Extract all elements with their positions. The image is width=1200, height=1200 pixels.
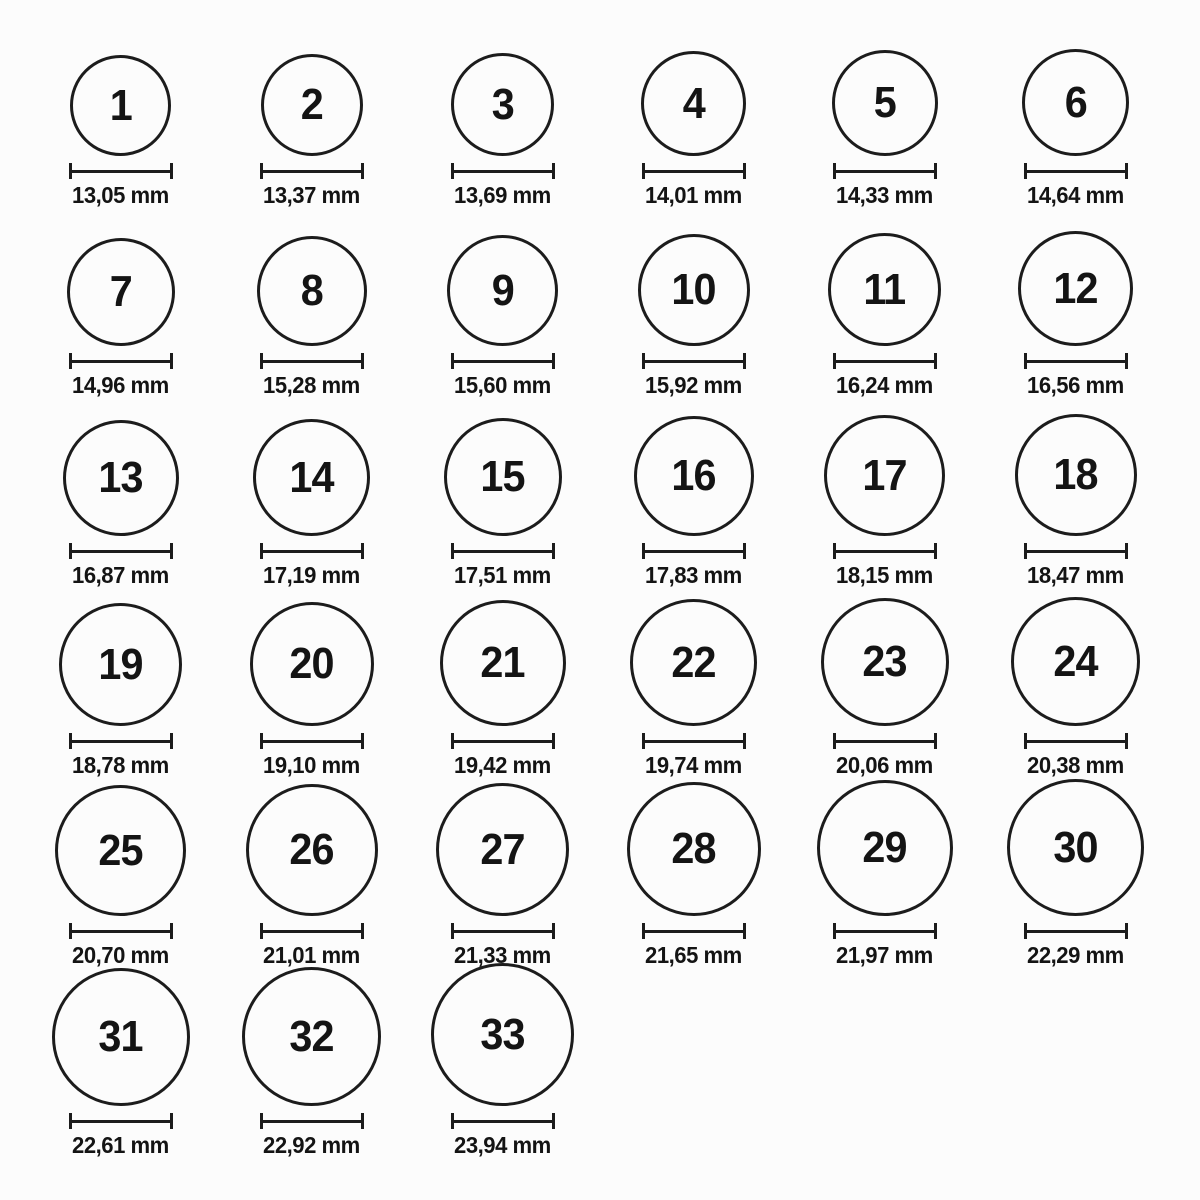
ring-circle bbox=[250, 602, 374, 726]
ring-circle bbox=[1022, 49, 1129, 156]
diameter-measure-bar bbox=[1024, 733, 1128, 749]
ring-cell bbox=[598, 782, 789, 972]
ring-size-number: 30 bbox=[1053, 822, 1098, 872]
ring-cell bbox=[216, 54, 407, 212]
ring-circle bbox=[440, 600, 566, 726]
ring-circle bbox=[253, 419, 370, 536]
diameter-measure-bar bbox=[642, 733, 746, 749]
ring-size-number: 8 bbox=[300, 266, 323, 315]
diameter-measure-bar bbox=[451, 923, 555, 939]
ring-circle bbox=[630, 599, 757, 726]
ring-cell bbox=[216, 602, 407, 782]
diameter-label: 19,74 mm bbox=[645, 752, 742, 778]
ring-cell bbox=[407, 963, 598, 1162]
diameter-measure-bar bbox=[69, 1113, 173, 1129]
diameter-label: 22,61 mm bbox=[72, 1132, 169, 1158]
chart-row bbox=[25, 782, 1175, 972]
ring-circle bbox=[444, 418, 562, 536]
ring-size-number: 15 bbox=[480, 452, 525, 501]
ring-circle bbox=[59, 603, 182, 726]
diameter-label: 17,51 mm bbox=[454, 562, 551, 588]
ring-circle bbox=[67, 238, 175, 346]
ring-size-number: 19 bbox=[98, 639, 143, 689]
ring-cell bbox=[25, 603, 216, 782]
ring-cell bbox=[789, 780, 980, 972]
ring-circle bbox=[70, 55, 171, 156]
ring-size-number: 14 bbox=[289, 452, 334, 502]
ring-cell bbox=[980, 779, 1171, 972]
diameter-measure-bar bbox=[69, 353, 173, 369]
diameter-measure-bar bbox=[260, 1113, 364, 1129]
diameter-measure-bar bbox=[833, 543, 937, 559]
diameter-label: 19,42 mm bbox=[454, 752, 551, 778]
ring-circle bbox=[52, 968, 190, 1106]
diameter-measure-bar bbox=[451, 163, 555, 179]
ring-cell bbox=[25, 785, 216, 972]
ring-size-number: 16 bbox=[671, 451, 716, 500]
diameter-measure-bar bbox=[1024, 163, 1128, 179]
diameter-measure-bar bbox=[451, 543, 555, 559]
ring-cell bbox=[980, 414, 1171, 592]
diameter-measure-bar bbox=[69, 163, 173, 179]
diameter-measure-bar bbox=[1024, 543, 1128, 559]
ring-circle bbox=[817, 780, 953, 916]
ring-cell bbox=[407, 600, 598, 782]
ring-size-number: 31 bbox=[98, 1012, 143, 1061]
ring-circle bbox=[242, 967, 381, 1106]
ring-circle bbox=[832, 50, 938, 156]
ring-size-number: 4 bbox=[682, 78, 705, 128]
diameter-measure-bar bbox=[642, 543, 746, 559]
diameter-label: 13,69 mm bbox=[454, 182, 551, 208]
ring-cell bbox=[25, 238, 216, 402]
diameter-label: 15,28 mm bbox=[263, 372, 360, 398]
diameter-measure-bar bbox=[833, 733, 937, 749]
ring-size-number: 22 bbox=[671, 637, 716, 687]
ring-size-number: 3 bbox=[491, 79, 514, 129]
ring-size-number: 11 bbox=[863, 264, 906, 314]
ring-size-number: 29 bbox=[862, 823, 907, 872]
ring-circle bbox=[451, 53, 554, 156]
ring-size-number: 26 bbox=[289, 825, 334, 874]
diameter-measure-bar bbox=[642, 353, 746, 369]
ring-cell bbox=[216, 419, 407, 592]
diameter-measure-bar bbox=[69, 543, 173, 559]
ring-circle bbox=[261, 54, 363, 156]
ring-cell bbox=[789, 598, 980, 782]
diameter-label: 15,92 mm bbox=[645, 372, 742, 398]
diameter-label: 22,92 mm bbox=[263, 1132, 360, 1158]
diameter-measure-bar bbox=[1024, 923, 1128, 939]
ring-cell bbox=[25, 55, 216, 212]
ring-circle bbox=[634, 416, 754, 536]
diameter-measure-bar bbox=[451, 353, 555, 369]
diameter-label: 22,29 mm bbox=[1027, 942, 1124, 968]
ring-circle bbox=[828, 233, 941, 346]
ring-circle bbox=[1007, 779, 1144, 916]
diameter-label: 14,01 mm bbox=[645, 182, 742, 208]
diameter-measure-bar bbox=[260, 733, 364, 749]
diameter-measure-bar bbox=[1024, 353, 1128, 369]
diameter-measure-bar bbox=[260, 923, 364, 939]
diameter-label: 14,33 mm bbox=[836, 182, 933, 208]
ring-cell bbox=[598, 416, 789, 592]
ring-size-number: 12 bbox=[1053, 263, 1098, 313]
ring-cell bbox=[216, 967, 407, 1162]
ring-cell bbox=[407, 783, 598, 972]
ring-cell bbox=[598, 51, 789, 212]
diameter-label: 16,56 mm bbox=[1027, 372, 1124, 398]
ring-circle bbox=[257, 236, 367, 346]
diameter-label: 16,24 mm bbox=[836, 372, 933, 398]
ring-size-number: 23 bbox=[862, 637, 907, 686]
diameter-measure-bar bbox=[260, 543, 364, 559]
ring-size-number: 21 bbox=[480, 638, 525, 687]
ring-cell bbox=[789, 233, 980, 402]
ring-circle bbox=[246, 784, 378, 916]
ring-cell bbox=[407, 53, 598, 212]
diameter-label: 20,38 mm bbox=[1027, 752, 1124, 778]
diameter-measure-bar bbox=[642, 923, 746, 939]
ring-cell bbox=[980, 49, 1171, 212]
ring-size-number: 7 bbox=[109, 267, 132, 316]
diameter-label: 14,96 mm bbox=[72, 372, 169, 398]
ring-circle bbox=[55, 785, 186, 916]
ring-size-number: 9 bbox=[491, 265, 514, 315]
diameter-label: 18,47 mm bbox=[1027, 562, 1124, 588]
ring-size-number: 33 bbox=[480, 1009, 525, 1059]
diameter-label: 17,19 mm bbox=[263, 562, 360, 588]
ring-size-number: 27 bbox=[480, 824, 525, 874]
diameter-label: 21,33 mm bbox=[454, 942, 551, 968]
diameter-label: 13,37 mm bbox=[263, 182, 360, 208]
ring-size-number: 1 bbox=[109, 80, 132, 130]
diameter-label: 21,01 mm bbox=[263, 942, 360, 968]
chart-row bbox=[25, 22, 1175, 212]
diameter-label: 17,83 mm bbox=[645, 562, 742, 588]
ring-cell bbox=[407, 235, 598, 402]
diameter-label: 15,60 mm bbox=[454, 372, 551, 398]
diameter-label: 19,10 mm bbox=[263, 752, 360, 778]
diameter-measure-bar bbox=[69, 733, 173, 749]
ring-circle bbox=[641, 51, 746, 156]
diameter-measure-bar bbox=[833, 163, 937, 179]
ring-circle bbox=[1018, 231, 1133, 346]
diameter-label: 18,15 mm bbox=[836, 562, 933, 588]
diameter-label: 16,87 mm bbox=[72, 562, 169, 588]
diameter-measure-bar bbox=[833, 923, 937, 939]
ring-cell bbox=[789, 50, 980, 212]
diameter-measure-bar bbox=[451, 1113, 555, 1129]
ring-size-number: 28 bbox=[671, 824, 716, 873]
diameter-measure-bar bbox=[260, 163, 364, 179]
ring-cell bbox=[407, 418, 598, 592]
ring-circle bbox=[638, 234, 750, 346]
ring-size-number: 2 bbox=[300, 80, 323, 129]
ring-circle bbox=[1011, 597, 1140, 726]
ring-size-number: 32 bbox=[289, 1011, 334, 1061]
ring-size-number: 5 bbox=[873, 78, 896, 127]
ring-circle bbox=[447, 235, 558, 346]
ring-circle bbox=[824, 415, 945, 536]
diameter-label: 13,05 mm bbox=[72, 182, 169, 208]
ring-circle bbox=[436, 783, 569, 916]
diameter-label: 20,06 mm bbox=[836, 752, 933, 778]
diameter-label: 21,97 mm bbox=[836, 942, 933, 968]
ring-cell bbox=[25, 420, 216, 592]
ring-size-number: 24 bbox=[1053, 636, 1098, 686]
ring-size-number: 25 bbox=[98, 825, 143, 875]
diameter-measure-bar bbox=[451, 733, 555, 749]
diameter-label: 20,70 mm bbox=[72, 942, 169, 968]
chart-row bbox=[25, 212, 1175, 402]
ring-cell bbox=[598, 234, 789, 402]
chart-row bbox=[25, 402, 1175, 592]
diameter-measure-bar bbox=[69, 923, 173, 939]
chart-row bbox=[25, 972, 1175, 1162]
ring-size-number: 6 bbox=[1064, 77, 1087, 127]
diameter-measure-bar bbox=[833, 353, 937, 369]
ring-size-number: 20 bbox=[289, 639, 334, 688]
ring-cell bbox=[789, 415, 980, 592]
diameter-measure-bar bbox=[642, 163, 746, 179]
ring-cell bbox=[980, 231, 1171, 402]
ring-circle bbox=[1015, 414, 1137, 536]
ring-cell bbox=[980, 597, 1171, 782]
diameter-label: 18,78 mm bbox=[72, 752, 169, 778]
ring-size-number: 10 bbox=[671, 265, 716, 314]
diameter-label: 21,65 mm bbox=[645, 942, 742, 968]
ring-circle bbox=[821, 598, 949, 726]
ring-cell bbox=[25, 968, 216, 1162]
chart-row bbox=[25, 592, 1175, 782]
ring-size-number: 18 bbox=[1053, 450, 1098, 499]
ring-cell bbox=[216, 236, 407, 402]
diameter-label: 23,94 mm bbox=[454, 1132, 551, 1158]
ring-circle bbox=[63, 420, 179, 536]
ring-circle bbox=[627, 782, 761, 916]
ring-size-number: 17 bbox=[862, 450, 907, 500]
diameter-measure-bar bbox=[260, 353, 364, 369]
ring-circle bbox=[431, 963, 574, 1106]
ring-cell bbox=[216, 784, 407, 972]
diameter-label: 14,64 mm bbox=[1027, 182, 1124, 208]
ring-size-number: 13 bbox=[98, 453, 143, 502]
ring-cell bbox=[598, 599, 789, 782]
